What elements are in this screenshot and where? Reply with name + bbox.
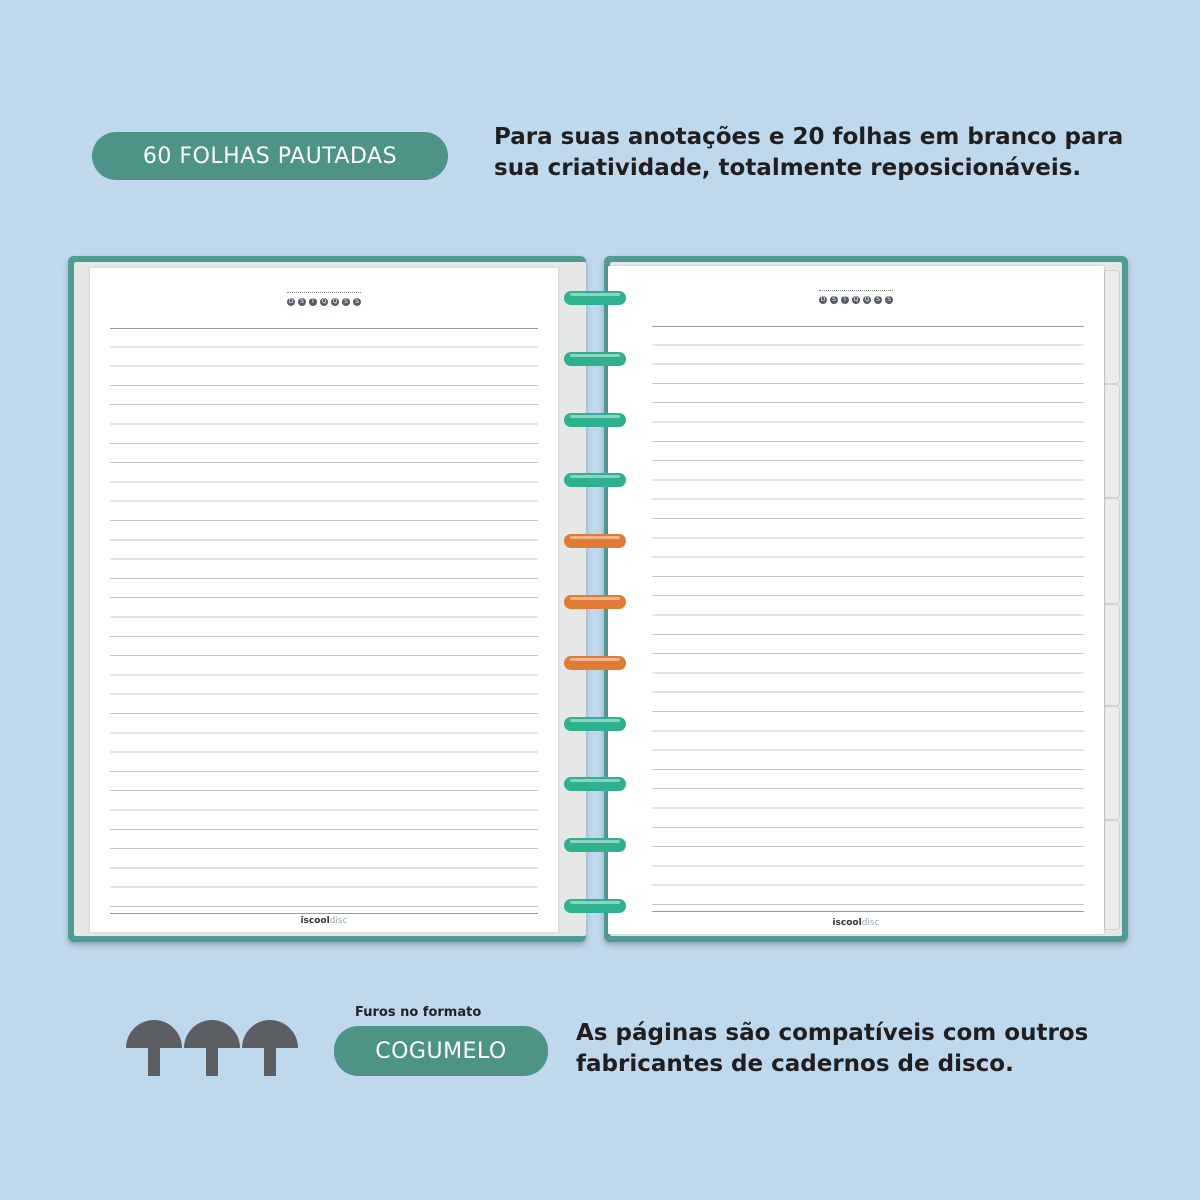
- brand-sub: disc: [861, 918, 880, 928]
- ruled-top-line: [652, 326, 1084, 327]
- mushroom-hole-icon: [182, 1018, 242, 1078]
- divider-tab: [1104, 498, 1120, 604]
- brand-logo: [832, 918, 879, 928]
- weekday-row: [819, 296, 893, 304]
- weekday-row: [287, 298, 361, 306]
- date-line: [287, 292, 361, 293]
- bottom-description: As páginas são compatíveis com outros fabricantes de cadernos de disco.: [576, 1020, 1089, 1077]
- divider-tab: [1104, 604, 1120, 706]
- date-line: [819, 290, 893, 291]
- disc-ring: [560, 349, 630, 369]
- divider-tab: [1104, 706, 1120, 820]
- brand-logo: [300, 916, 347, 926]
- divider-tab: [1104, 820, 1120, 930]
- ruled-bottom-line: [110, 913, 538, 914]
- disc-ring: [560, 714, 630, 734]
- weekday-dot: S: [298, 298, 306, 306]
- disc-ring: [560, 410, 630, 430]
- weekday-dot: Q: [864, 296, 870, 303]
- right-ruled-page: [608, 266, 1104, 934]
- weekday-dot: D: [820, 296, 826, 303]
- disc-ring: [560, 896, 630, 916]
- cogumelo-badge: COGUMELO: [334, 1026, 548, 1076]
- disc-ring: [560, 531, 630, 551]
- weekday-dot: Q: [321, 298, 327, 305]
- weekday-dot: D: [288, 298, 294, 305]
- weekday-dot: S: [885, 296, 893, 304]
- holes-format-label: Furos no formato: [355, 1005, 482, 1020]
- disc-ring: [560, 774, 630, 794]
- disc-ring: [560, 653, 630, 673]
- weekday-dot: S: [830, 296, 838, 304]
- weekday-dot: Q: [332, 298, 338, 305]
- top-description: Para suas anotações e 20 folhas em branco para sua criatividade, totalmente reposicionáveis.: [494, 124, 1124, 181]
- ruled-lines: [110, 328, 538, 914]
- ruled-bottom-line: [652, 911, 1084, 912]
- divider-tab: [1104, 384, 1120, 498]
- weekday-dot: S: [353, 298, 361, 306]
- disc-ring: [560, 835, 630, 855]
- weekday-dot: T: [309, 298, 317, 306]
- divider-tab: [1104, 270, 1120, 384]
- brand-sub: disc: [329, 916, 348, 926]
- weekday-dot: S: [342, 298, 350, 306]
- brand-main: iscool: [300, 916, 330, 926]
- left-ruled-page: [90, 268, 558, 932]
- disc-ring: [560, 288, 630, 308]
- weekday-dot: S: [874, 296, 882, 304]
- weekday-dot: T: [841, 296, 849, 304]
- ruled-lines: [652, 326, 1084, 912]
- mushroom-hole-icon: [240, 1018, 300, 1078]
- ruled-top-line: [110, 328, 538, 329]
- brand-main: iscool: [832, 918, 862, 928]
- folhas-pautadas-badge: 60 FOLHAS PAUTADAS: [92, 132, 448, 180]
- weekday-dot: Q: [853, 296, 859, 303]
- disc-ring: [560, 470, 630, 490]
- mushroom-hole-icon: [124, 1018, 184, 1078]
- disc-ring: [560, 592, 630, 612]
